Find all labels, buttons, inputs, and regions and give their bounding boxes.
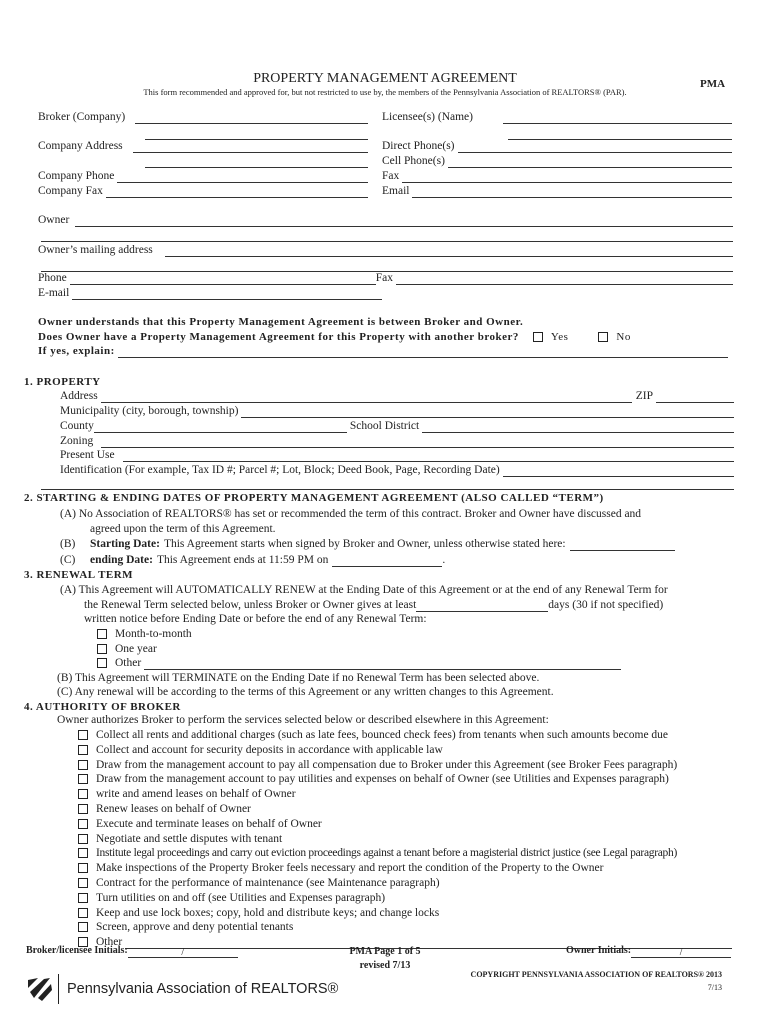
owner-initials-label: Owner Initials: — [566, 945, 632, 956]
one-year-label: One year — [115, 643, 157, 655]
authority-item-label: write and amend leases on behalf of Owner — [96, 788, 296, 801]
ending-date-field[interactable] — [332, 555, 442, 567]
authority-checkbox[interactable] — [78, 863, 88, 873]
authority-item-label: Collect all rents and additional charges (such as late fees, bounced check fees) from tenants when such amounts become due — [96, 729, 669, 741]
renewal-b: (B) This Agreement will TERMINATE on the Ending Date if no Renewal Term has been selected above. — [57, 672, 540, 684]
section-authority-heading: 4. AUTHORITY OF BROKER — [24, 701, 181, 713]
fax-label: Fax — [382, 170, 400, 182]
yes-label: Yes — [550, 331, 569, 343]
footer-date: 7/13 — [707, 983, 722, 992]
month-to-month-checkbox[interactable] — [97, 629, 107, 639]
renewal-a-line1: (A) This Agreement will AUTOMATICALLY RENEW at the Ending Date of this Agreement or at the end of any Renewal Term for — [60, 584, 668, 596]
ending-date-label: ending Date: — [90, 554, 153, 566]
owner-label: Owner — [38, 214, 70, 226]
municipality-label: Municipality (city, borough, township) — [60, 405, 239, 417]
company-address-field-2[interactable] — [145, 156, 368, 168]
direct-phone-field[interactable] — [458, 141, 733, 153]
authority-item — [78, 876, 440, 890]
broker-label: Broker (Company) — [38, 111, 126, 123]
notice-days-field[interactable] — [416, 600, 548, 612]
authority-item — [78, 832, 282, 846]
broker-initials-label: Broker/licensee Initials: — [26, 945, 128, 956]
email-label: Email — [382, 185, 410, 197]
authority-checkbox[interactable] — [78, 760, 88, 770]
owner-phone-label: Phone — [38, 272, 67, 284]
authority-item — [78, 846, 677, 860]
company-fax-field[interactable] — [106, 186, 368, 198]
school-district-field[interactable] — [422, 421, 734, 433]
present-use-label: Present Use — [60, 449, 115, 461]
authority-checkbox[interactable] — [78, 834, 88, 844]
authority-intro: Owner authorizes Broker to perform the services selected below or described elsewhere in this Agreement: — [57, 714, 549, 726]
authority-item-label: Other — [96, 936, 123, 949]
licensee-field[interactable] — [503, 112, 732, 124]
authority-checkbox[interactable] — [78, 878, 88, 888]
authority-item-label: Make inspections of the Property Broker feels necessary and report the condition of the Property to the Owner — [96, 862, 604, 875]
licensee-label: Licensee(s) (Name) — [382, 111, 473, 123]
owner-field[interactable] — [75, 215, 733, 227]
authority-item-label: Execute and terminate leases on behalf of Owner — [96, 817, 322, 830]
authority-item-label: Screen, approve and deny potential tenants — [96, 921, 294, 934]
company-phone-label: Company Phone — [38, 170, 115, 182]
page-title: PROPERTY MANAGEMENT AGREEMENT — [253, 71, 517, 86]
other-term-checkbox[interactable] — [97, 658, 107, 668]
owner-fax-label: Fax — [375, 272, 393, 284]
authority-checkbox[interactable] — [78, 745, 88, 755]
page-number: PMA Page 1 of 5 — [349, 946, 421, 957]
authority-item — [78, 906, 439, 920]
present-use-field[interactable] — [123, 450, 734, 462]
authority-checkbox[interactable] — [78, 908, 88, 918]
company-phone-field[interactable] — [117, 171, 368, 183]
no-label: No — [616, 331, 631, 343]
owner-email-label: E-mail — [38, 287, 70, 299]
address-field[interactable] — [101, 391, 632, 403]
renewal-a-line3: written notice before Ending Date or before the end of any Renewal Term: — [84, 613, 427, 625]
copyright: COPYRIGHT PENNSYLVANIA ASSOCIATION OF REALTORS® 2013 — [470, 970, 722, 979]
par-keystone-icon — [26, 976, 54, 1002]
authority-item — [78, 758, 677, 772]
authority-item — [78, 861, 603, 875]
school-district-label: School District — [349, 420, 420, 432]
authority-item — [78, 728, 668, 742]
municipality-field[interactable] — [241, 406, 734, 418]
par-logo-text: Pennsylvania Association of REALTORS® — [67, 981, 339, 997]
zoning-field[interactable] — [101, 436, 734, 448]
subtitle: This form recommended and approved for, but not restricted to use by, the members of the Pennsylvania Association of REALTORS® (PAR). — [143, 87, 627, 97]
renewal-a-line2: the Renewal Term selected below, unless Broker or Owner gives at least — [84, 599, 417, 611]
broker-initials-field[interactable]: / — [128, 946, 238, 958]
other-term-label: Other — [115, 657, 142, 669]
authority-item — [78, 772, 669, 786]
county-label: County — [60, 420, 94, 432]
owner-email-field[interactable] — [72, 288, 382, 300]
authority-checkbox[interactable] — [78, 819, 88, 829]
owner-initials-field[interactable]: / — [631, 946, 731, 958]
section-term-heading: 2. STARTING & ENDING DATES OF PROPERTY MANAGEMENT AGREEMENT (ALSO CALLED “TERM”) — [24, 492, 604, 504]
authority-item — [78, 787, 296, 801]
zip-field[interactable] — [656, 391, 734, 403]
company-address-label: Company Address — [38, 140, 123, 152]
term-c-label: (C) — [60, 554, 76, 566]
other-term-field[interactable] — [144, 658, 621, 670]
starting-date-label: Starting Date: — [90, 538, 160, 550]
term-a-line2: agreed upon the term of this Agreement. — [90, 523, 276, 535]
company-address-field[interactable] — [133, 141, 368, 153]
authority-checkbox[interactable] — [78, 922, 88, 932]
authority-checkbox[interactable] — [78, 774, 88, 784]
authority-item-label: Institute legal proceedings and carry out eviction proceedings against a tenant before a magisterial district justice (see Legal paragraph) — [96, 847, 677, 860]
broker-field[interactable] — [135, 112, 368, 124]
month-to-month-label: Month-to-month — [115, 628, 192, 640]
one-year-checkbox[interactable] — [97, 644, 107, 654]
authority-checkbox[interactable] — [78, 848, 88, 858]
cell-phone-field[interactable] — [448, 156, 732, 168]
authority-item-label: Keep and use lock boxes; copy, hold and distribute keys; and change locks — [96, 906, 440, 919]
term-a-line1: (A) No Association of REALTORS® has set or recommended the term of this contract. Broker and Owner have discussed and — [60, 508, 642, 520]
yes-checkbox[interactable] — [533, 332, 543, 342]
form-code: PMA — [700, 78, 726, 90]
owner-fax-field[interactable] — [396, 273, 733, 285]
explain-field[interactable] — [118, 346, 728, 358]
identification-label: Identification (For example, Tax ID #; Parcel #; Lot, Block; Deed Book, Page, Recording Date) — [60, 464, 500, 476]
no-checkbox[interactable] — [598, 332, 608, 342]
authority-item-label: Negotiate and settle disputes with tenant — [96, 832, 283, 845]
notice-line: Owner understands that this Property Management Agreement is between Broker and Owner. — [38, 316, 524, 328]
section-renewal-heading: 3. RENEWAL TERM — [24, 569, 134, 581]
fax-field[interactable] — [402, 171, 732, 183]
other-broker-question: Does Owner have a Property Management Agreement for this Property with another broker? — [38, 331, 519, 343]
renewal-a-line2-end: days (30 if not specified) — [548, 599, 664, 611]
authority-item-label: Contract for the performance of maintenance (see Maintenance paragraph) — [96, 877, 440, 889]
mailing-field[interactable] — [165, 245, 733, 257]
authority-checkbox[interactable] — [78, 893, 88, 903]
owner-field-2[interactable] — [41, 230, 733, 242]
company-fax-label: Company Fax — [38, 185, 103, 197]
direct-phone-label: Direct Phone(s) — [382, 140, 455, 152]
authority-checkbox[interactable] — [78, 804, 88, 814]
authority-item-label: Draw from the management account to pay all compensation due to Broker under this Agreement (see Broker Fees paragraph) — [96, 758, 678, 771]
cell-phone-label: Cell Phone(s) — [382, 155, 445, 167]
renewal-c: (C) Any renewal will be according to the terms of this Agreement or any written changes to this Agreement. — [57, 686, 554, 698]
explain-label: If yes, explain: — [38, 345, 115, 357]
starting-date-text: This Agreement starts when signed by Broker and Owner, unless otherwise stated here: — [163, 538, 566, 550]
zoning-label: Zoning — [60, 435, 94, 447]
email-field[interactable] — [412, 186, 732, 198]
county-field[interactable] — [94, 421, 347, 433]
authority-item — [78, 891, 385, 905]
zip-label: ZIP — [635, 390, 653, 402]
authority-item-label: Draw from the management account to pay utilities and expenses on behalf of Owner (see Utilities and Expenses paragraph) — [96, 773, 669, 786]
ending-date-text: This Agreement ends at 11:59 PM on — [156, 554, 329, 566]
identification-field-2[interactable] — [41, 478, 734, 490]
term-b-label: (B) — [60, 538, 76, 550]
authority-checkbox[interactable] — [78, 730, 88, 740]
mailing-label: Owner’s mailing address — [38, 244, 153, 256]
authority-checkbox[interactable] — [78, 789, 88, 799]
authority-item-label: Turn utilities on and off (see Utilities and Expenses paragraph) — [96, 891, 386, 904]
authority-item-label: Collect and account for security deposits in accordance with applicable law — [96, 743, 443, 756]
authority-item — [78, 743, 443, 757]
address-label: Address — [60, 390, 98, 402]
revised-date: revised 7/13 — [359, 960, 411, 971]
authority-item-label: Renew leases on behalf of Owner — [96, 803, 251, 815]
document-page: PROPERTY MANAGEMENT AGREEMENT This form recommended and approved for, but not restricted to use by, the members of the Pennsylvania Association of REALTORS® (PAR). PMA Broker (Company) Licensee(s) (Name) Company Address Direct Phone(s) Cell Phone(s) Company Phone Fax Company Fax Email Owner Owner’s mailing address Phone Fax E-mail Owner understands that this Property Management Agreement is between Broker and Owner. Does Owner have a Property Management Agreement for this Property with another broker? Yes No If yes, explain: 1. PROPERTY Address ZIP Municipality (city, borough, township) County School District Zoning Present Use Identification (For example, Tax ID #; Parcel #; Lot, Block; Deed Book, Page, Recording Date) 2. STARTING & ENDING DATES OF PROPERTY MANAGEMENT AGREEMENT (ALSO CALLED “TERM”) (A) No Association of REALTORS® has set or recommended the term of this contract. Broker and Owner have discussed and agreed upon the term of this Agreement. (B) Starting Date: This Agreement starts when signed by Broker and Owner, unless otherwise stated here: (C) ending Date: This Agreement ends at 11:59 PM on . 3. RENEWAL TERM (A) This Agreement will AUTOMATICALLY RENEW at the Ending Date of this Agreement or at the end of any Renewal Term for the Renewal Term selected below, unless Broker or Owner gives at least days (30 if not specified) written notice before Ending Date or before the end of any Renewal Term: Month-to-month One year Other (B) This Agreement will TERMINATE on the Ending Date if no Renewal Term has been selected above. (C) Any renewal will be according to the terms of this Agreement or any written changes to this Agreement. 4. AUTHORITY OF BROKER Owner authorizes Broker to perform the services selected below or described elsewhere in this Agreement: Collect all rents and additional charges (such as late fees, bounced check fees) from tenants when such amounts become due Collect and account for security deposits in accordance with applicable law Draw from the management account to pay all compensation due to Broker under this Agreement (see Broker Fees paragraph) Draw from the management account to pay utilities and expenses on behalf of Owner (see Utilities and Expenses paragraph) write and amend leases on behalf of Owner Renew leases on behalf of Owner Execute and terminate leases on behalf of Owner Negotiate and settle disputes with tenant Institute legal proceedings and carry out eviction proceedings against a tenant before a magisterial district justice (see Legal paragraph) Make inspections of the Property Broker feels necessary and report the condition of the Property to the Owner Contract for the performance of maintenance (see Maintenance paragraph) Turn utilities on and off (see Utilities and Expenses paragraph) Keep and use lock boxes; copy, hold and distribute keys; and change locks Screen, approve and deny potential tenants Other Broker/licensee Initials: / PMA Page 1 of 5 revised 7/13 Owner Initials: / COPYRIGHT PENNSYLVANIA ASSOCIATION OF REALTORS® 2013 7/13 Pennsylvania Association of REALTORS® — [0, 0, 770, 1024]
par-logo — [26, 974, 338, 1004]
authority-item — [78, 817, 322, 831]
authority-item — [78, 802, 251, 816]
owner-phone-field[interactable] — [70, 273, 376, 285]
authority-item — [78, 920, 293, 934]
section-property-heading: 1. PROPERTY — [24, 376, 101, 388]
starting-date-field[interactable] — [570, 539, 675, 551]
